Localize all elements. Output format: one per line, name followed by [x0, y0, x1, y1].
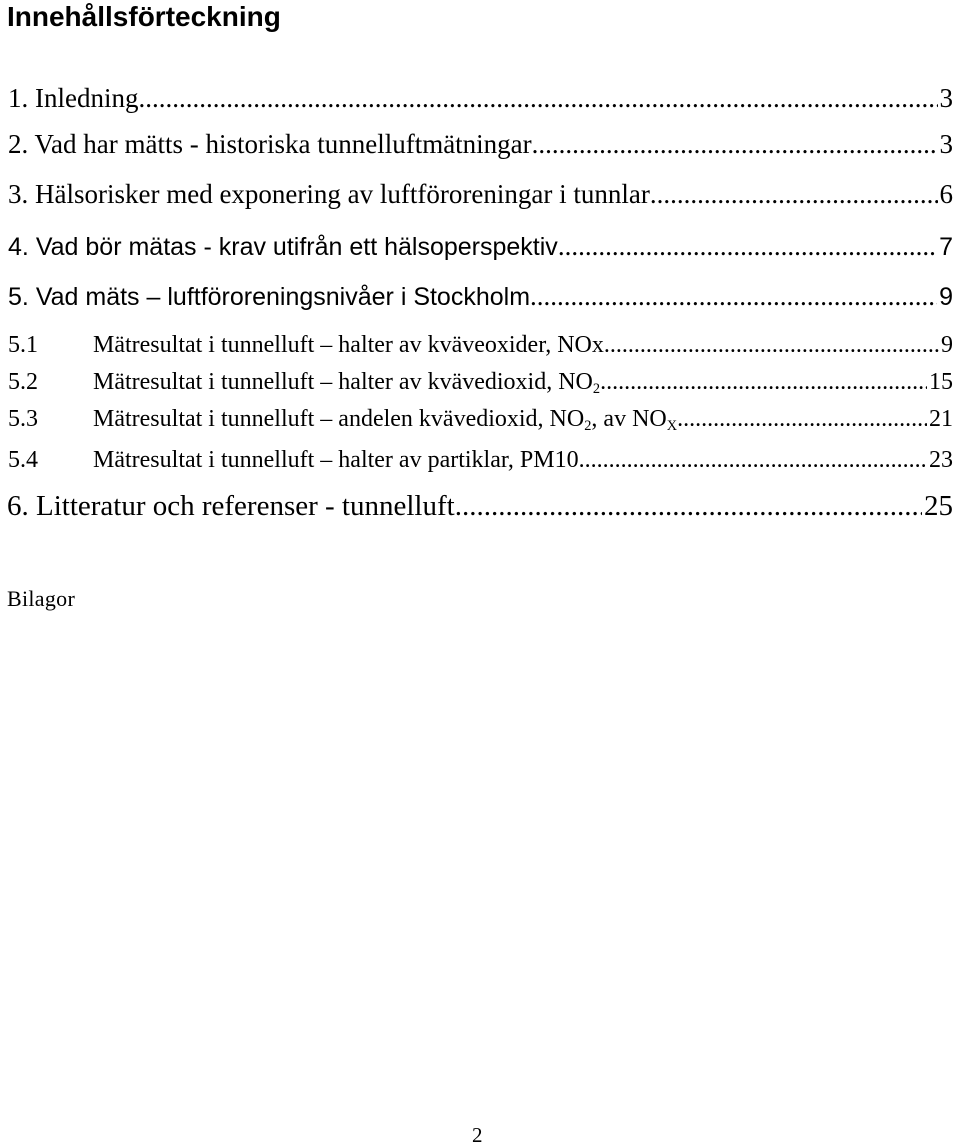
toc-entry-text: Inledning — [35, 83, 139, 113]
toc-entry-text: Hälsorisker med exponering av luftföroreningar i tunnlar — [35, 179, 650, 209]
subscript: X — [666, 418, 678, 434]
toc-entry[interactable] — [7, 489, 953, 523]
toc-entry-page: 15 — [929, 369, 953, 395]
toc-entry-number: 5.2 — [8, 369, 38, 395]
toc-entry-number: 6. — [7, 490, 29, 522]
dot-leader — [650, 178, 938, 210]
subscript: 2 — [584, 418, 592, 434]
toc-entry-text: Litteratur och referenser - tunnelluft — [36, 490, 455, 522]
toc-entry[interactable] — [8, 368, 953, 396]
toc-entry-title — [93, 368, 600, 396]
toc-entry-number: 1. — [8, 83, 29, 113]
dot-leader — [600, 368, 927, 396]
toc-entry-text-continued: , av NO — [591, 406, 667, 432]
toc-entry-page: 6 — [939, 179, 953, 209]
toc-entry-number: 5.4 — [8, 447, 38, 473]
toc-entry-page: 3 — [939, 129, 953, 159]
toc-entry-text: Mätresultat i tunnelluft – halter av kväveoxider, NOx — [93, 332, 604, 358]
toc-entry-text: Mätresultat i tunnelluft – andelen kvävedioxid, NO — [93, 406, 585, 432]
toc-entry[interactable] — [8, 405, 953, 433]
toc-entry-number: 4. — [8, 233, 29, 261]
page-number: 2 — [472, 1123, 483, 1147]
toc-entry-title — [8, 231, 558, 263]
appendix-label: Bilagor — [7, 586, 76, 611]
toc-entry-title — [8, 281, 530, 313]
toc-entry-text: Mätresultat i tunnelluft – halter av kvävedioxid, NO — [93, 369, 593, 395]
toc-entry-page: 3 — [939, 83, 953, 113]
dot-leader — [530, 280, 937, 312]
toc-entry-text: Vad har mätts - historiska tunnelluftmätningar — [34, 129, 532, 159]
toc-entry-page: 9 — [941, 332, 953, 358]
dot-leader — [604, 331, 939, 359]
toc-entry-page: 9 — [939, 283, 953, 311]
toc-entry-number: 5. — [8, 283, 29, 311]
toc-entry-title — [93, 405, 677, 433]
toc-entry[interactable] — [8, 446, 953, 474]
toc-entry-page: 7 — [939, 233, 953, 261]
dot-leader — [138, 82, 937, 114]
toc-entry[interactable] — [8, 128, 953, 160]
toc-entry-number: 3. — [8, 179, 29, 209]
dot-leader — [677, 405, 927, 433]
toc-entry-number: 5.1 — [8, 332, 38, 358]
toc-entry-number: 2. — [8, 129, 29, 159]
toc-entry-page: 23 — [929, 447, 953, 473]
toc-entry[interactable] — [8, 230, 953, 262]
toc-entry[interactable] — [8, 280, 953, 312]
dot-leader — [455, 489, 922, 523]
toc-entry-text: Vad bör mätas - krav utifrån ett hälsoperspektiv — [35, 233, 558, 261]
toc-entry-title — [7, 489, 455, 523]
toc-entry-title — [8, 178, 650, 210]
subscript: 2 — [592, 381, 601, 397]
toc-entry[interactable] — [8, 178, 953, 210]
toc-entry-text: Mätresultat i tunnelluft – halter av partiklar, PM10 — [93, 447, 579, 473]
dot-leader — [579, 446, 927, 474]
toc-entry-text: Vad mäts – luftföroreningsnivåer i Stockholm — [35, 283, 531, 311]
toc-entry-page: 25 — [924, 490, 953, 522]
toc-entry-title — [8, 82, 138, 114]
toc-entry[interactable] — [8, 331, 953, 359]
dot-leader — [558, 230, 937, 262]
toc-heading: Innehållsförteckning — [7, 1, 281, 32]
toc-entry-title — [8, 128, 532, 160]
toc-entry[interactable] — [8, 82, 953, 114]
dot-leader — [532, 128, 938, 160]
toc-entry-page: 21 — [929, 406, 953, 432]
toc-entry-number: 5.3 — [8, 406, 38, 432]
